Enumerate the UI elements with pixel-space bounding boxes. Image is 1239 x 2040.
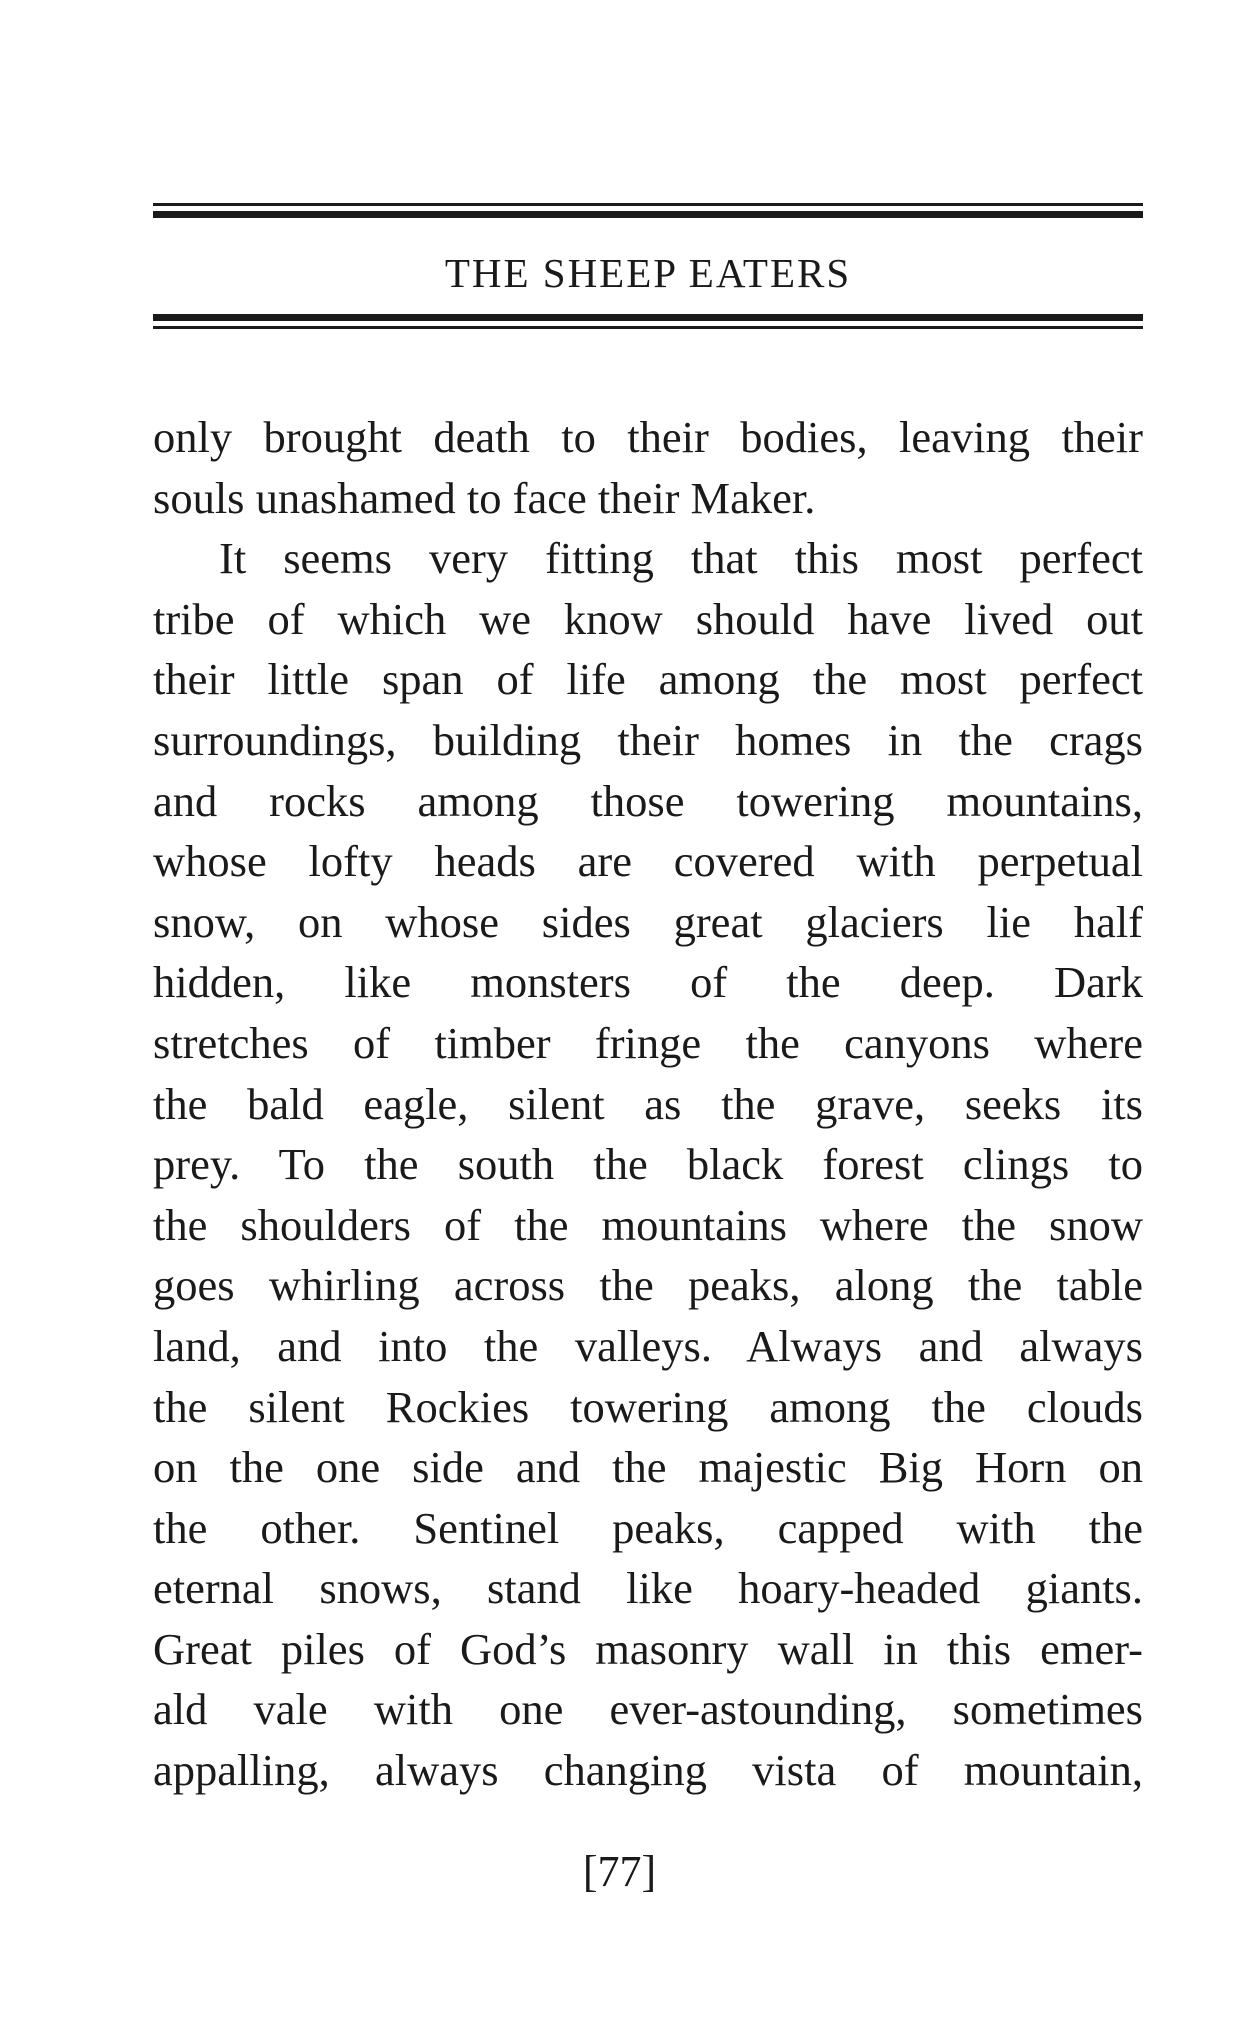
text-line: and rocks among those towering mountains, <box>153 775 1143 826</box>
text-line: the silent Rockies towering among the clouds <box>153 1381 1143 1432</box>
text-line: their little span of life among the most perfect <box>153 654 1143 705</box>
header-top-rule <box>153 203 1143 218</box>
header-bottom-rule <box>153 314 1143 329</box>
text-line: hidden, like monsters of the deep. Dark <box>153 957 1143 1008</box>
text-line: It seems very fitting that this most perfect <box>219 533 1143 584</box>
text-line: prey. To the south the black forest clings to <box>153 1139 1143 1190</box>
running-title: THE SHEEP EATERS <box>444 250 852 296</box>
text-line: the other. Sentinel peaks, capped with the <box>153 1502 1143 1553</box>
text-line: snow, on whose sides great glaciers lie half <box>153 896 1143 947</box>
text-line: on the one side and the majestic Big Horn on <box>153 1442 1143 1493</box>
text-line: eternal snows, stand like hoary-headed giants. <box>153 1563 1143 1614</box>
text-line: Great piles of God’s masonry wall in this emer- <box>153 1623 1143 1674</box>
text-line: land, and into the valleys. Always and always <box>153 1320 1143 1371</box>
text-line: tribe of which we know should have lived out <box>153 593 1143 644</box>
rule-line <box>153 203 1143 206</box>
text-line: stretches of timber fringe the canyons where <box>153 1017 1143 1068</box>
text-line: souls unashamed to face their Maker. <box>153 472 816 523</box>
page-number: [77] <box>582 1847 657 1896</box>
text-line: appalling, always changing vista of mountain, <box>153 1745 1143 1796</box>
text-line: goes whirling across the peaks, along the table <box>153 1260 1143 1311</box>
text-line: the shoulders of the mountains where the snow <box>153 1199 1143 1250</box>
text-line: surroundings, building their homes in the crags <box>153 714 1143 765</box>
body-text <box>153 407 1143 1801</box>
rule-line <box>153 211 1143 218</box>
rule-line <box>153 314 1143 321</box>
rule-line <box>153 326 1143 329</box>
text-line: whose lofty heads are covered with perpetual <box>153 836 1143 887</box>
text-line: only brought death to their bodies, leaving their <box>153 412 1143 462</box>
text-line: ald vale with one ever-astounding, sometimes <box>153 1684 1143 1735</box>
text-line: the bald eagle, silent as the grave, seeks its <box>153 1078 1143 1129</box>
